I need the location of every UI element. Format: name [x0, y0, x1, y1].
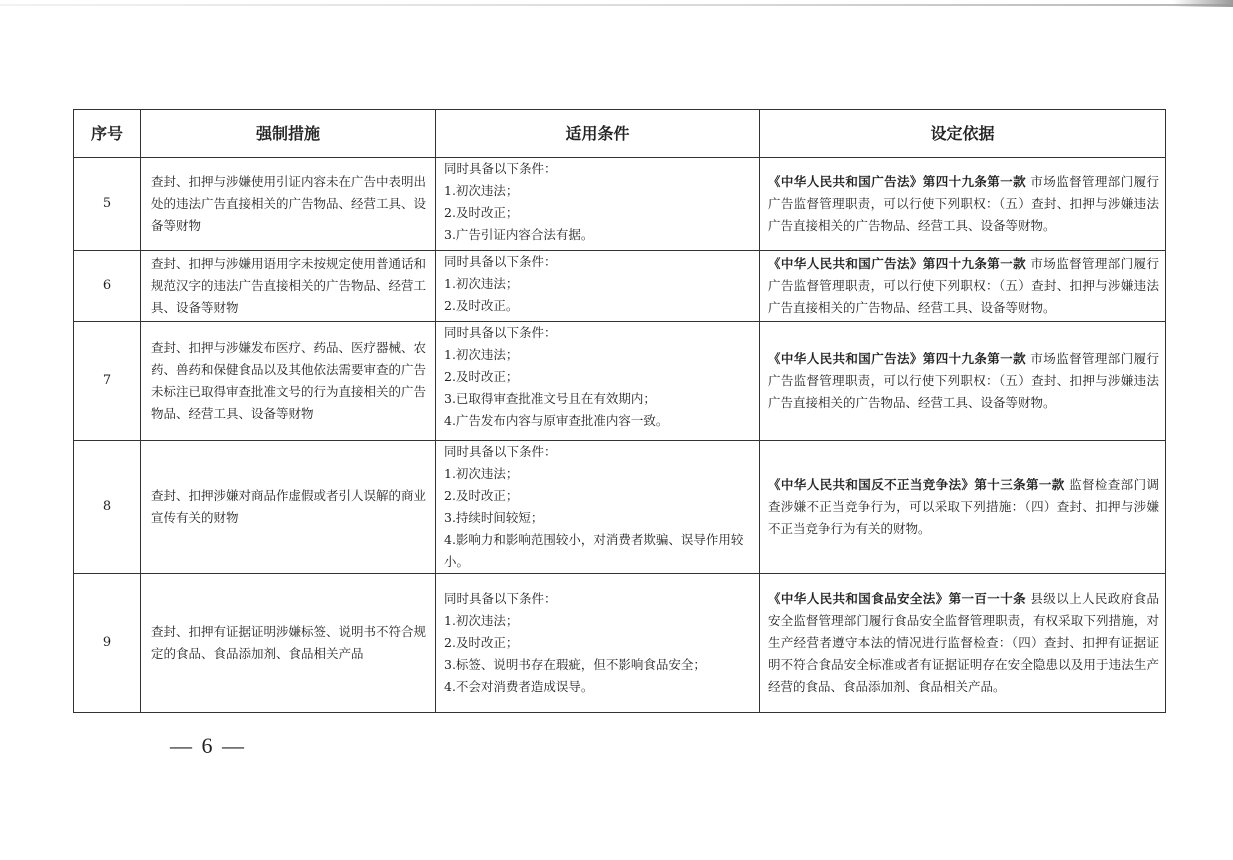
- condition-line: 同时具备以下条件：: [444, 444, 557, 459]
- scan-edge-shadow: [1173, 0, 1233, 7]
- measures-table: [73, 109, 1166, 713]
- condition-line: 同时具备以下条件：: [444, 325, 557, 340]
- condition-line: 2.及时改正；: [444, 369, 519, 384]
- condition-line: 4.不会对消费者造成误导。: [444, 679, 594, 694]
- header-basis: 设定依据: [760, 110, 1166, 158]
- row-basis: [760, 574, 1166, 713]
- table-row: [74, 441, 1166, 574]
- scan-edge-line: [0, 4, 1233, 6]
- condition-line: 同时具备以下条件：: [444, 254, 557, 269]
- table-row: [74, 158, 1166, 251]
- row-conditions: [436, 158, 760, 251]
- row-conditions: [436, 322, 760, 441]
- row-basis: [760, 441, 1166, 574]
- law-citation: 《中华人民共和国广告法》第四十九条第一款: [768, 256, 1027, 271]
- row-measure: 查封、扣押涉嫌对商品作虚假或者引人误解的商业宣传有关的财物: [141, 441, 436, 574]
- condition-line: 同时具备以下条件：: [444, 591, 557, 606]
- basis-text: 市场监督管理部门履行广告监督管理职责，可以行使下列职权：（五）查封、扣押与涉嫌违法广告直接相关的广告物品、经营工具、设备等财物。: [768, 174, 1159, 233]
- law-citation: 《中华人民共和国广告法》第四十九条第一款: [768, 351, 1027, 366]
- table-row: [74, 322, 1166, 441]
- basis-text: 监督检查部门调查涉嫌不正当竞争行为，可以采取下列措施：（四）查封、扣押与涉嫌不正当竞争行为有关的财物。: [768, 477, 1159, 536]
- condition-line: 1.初次违法；: [444, 183, 519, 198]
- header-measure: 强制措施: [141, 110, 436, 158]
- row-conditions: [436, 441, 760, 574]
- condition-line: 3.已取得审查批准文号且在有效期内；: [444, 391, 656, 406]
- law-citation: 《中华人民共和国广告法》第四十九条第一款: [768, 174, 1027, 189]
- condition-line: 3.持续时间较短；: [444, 510, 544, 525]
- header-condition: 适用条件: [436, 110, 760, 158]
- row-no: 9: [74, 574, 141, 713]
- row-measure: 查封、扣押有证据证明涉嫌标签、说明书不符合规定的食品、食品添加剂、食品相关产品: [141, 574, 436, 713]
- row-no: 6: [74, 251, 141, 322]
- row-basis: [760, 322, 1166, 441]
- row-no: 7: [74, 322, 141, 441]
- basis-text: 市场监督管理部门履行广告监督管理职责，可以行使下列职权：（五）查封、扣押与涉嫌违法广告直接相关的广告物品、经营工具、设备等财物。: [768, 351, 1159, 410]
- row-measure: 查封、扣押与涉嫌用语用字未按规定使用普通话和规范汉字的违法广告直接相关的广告物品、经营工具、设备等财物: [141, 251, 436, 322]
- condition-line: 1.初次违法；: [444, 276, 519, 291]
- condition-line: 1.初次违法；: [444, 466, 519, 481]
- condition-line: 2.及时改正；: [444, 205, 519, 220]
- header-no: 序号: [74, 110, 141, 158]
- row-conditions: [436, 574, 760, 713]
- basis-text: 县级以上人民政府食品安全监督管理部门履行食品安全监督管理职责，有权采取下列措施，对生产经营者遵守本法的情况进行监督检查：（四）查封、扣押有证据证明不符合食品安全标准或者有证据证明存在安全隐患以及用于违法生产经营的食品、食品添加剂、食品相关产品。: [768, 591, 1159, 694]
- basis-text: 市场监督管理部门履行广告监督管理职责，可以行使下列职权：（五）查封、扣押与涉嫌违法广告直接相关的广告物品、经营工具、设备等财物。: [768, 256, 1159, 315]
- condition-line: 1.初次违法；: [444, 613, 519, 628]
- condition-line: 2.及时改正；: [444, 488, 519, 503]
- page-number: — 6 —: [170, 733, 246, 758]
- condition-line: 1.初次违法；: [444, 347, 519, 362]
- condition-line: 2.及时改正。: [444, 298, 519, 313]
- condition-line: 同时具备以下条件：: [444, 161, 557, 176]
- row-basis: [760, 158, 1166, 251]
- law-citation: 《中华人民共和国反不正当竞争法》第十三条第一款: [768, 477, 1065, 492]
- row-no: 8: [74, 441, 141, 574]
- row-measure: 查封、扣押与涉嫌发布医疗、药品、医疗器械、农药、兽药和保健食品以及其他依法需要审查的广告未标注已取得审查批准文号的行为直接相关的广告物品、经营工具、设备等财物: [141, 322, 436, 441]
- row-conditions: [436, 251, 760, 322]
- table-header-row: [74, 110, 1166, 158]
- row-no: 5: [74, 158, 141, 251]
- row-basis: [760, 251, 1166, 322]
- condition-line: 3.标签、说明书存在瑕疵，但不影响食品安全；: [444, 657, 706, 672]
- law-citation: 《中华人民共和国食品安全法》第一百一十条: [768, 591, 1027, 606]
- condition-line: 4.影响力和影响范围较小，对消费者欺骗、误导作用较小。: [444, 532, 744, 569]
- table-row: [74, 574, 1166, 713]
- condition-line: 4.广告发布内容与原审查批准内容一致。: [444, 413, 669, 428]
- table-row: [74, 251, 1166, 322]
- condition-line: 3.广告引证内容合法有据。: [444, 227, 594, 242]
- row-measure: 查封、扣押与涉嫌使用引证内容未在广告中表明出处的违法广告直接相关的广告物品、经营工具、设备等财物: [141, 158, 436, 251]
- condition-line: 2.及时改正；: [444, 635, 519, 650]
